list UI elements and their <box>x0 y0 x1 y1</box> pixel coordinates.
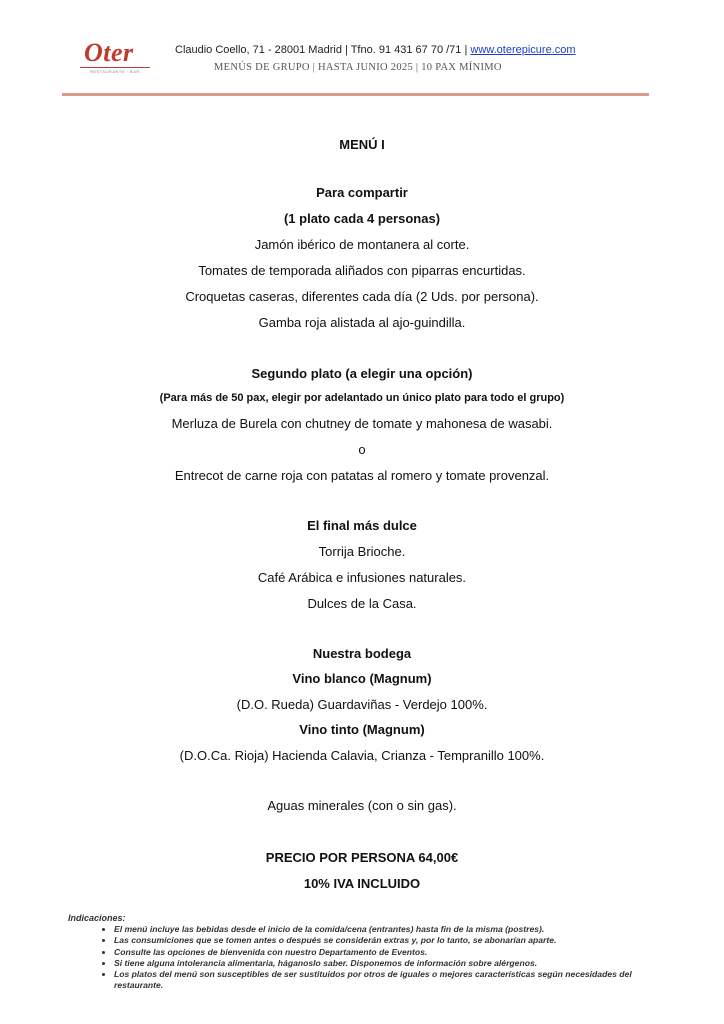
menu-title: MENÚ I <box>339 137 385 152</box>
note-item: • Los platos del menú son susceptibles de ser sustituidos por otros de iguales o mejores características según necesidades del restaurante. <box>114 969 668 992</box>
wine-section-title: Nuestra bodega <box>312 646 412 661</box>
second-course-title: Segundo plato (a elegir una opción) <box>251 366 473 381</box>
logo-underline <box>80 67 150 68</box>
price-per-person: PRECIO POR PERSONA 64,00€ <box>265 850 459 865</box>
second-course-or: o <box>358 442 366 457</box>
share-item: Tomates de temporada aliñados con piparras encurtidas. <box>198 263 526 278</box>
share-section-note: (1 plato cada 4 personas) <box>283 211 441 226</box>
white-wine-title: Vino blanco (Magnum) <box>292 671 432 686</box>
header-address: Claudio Coello, 71 - 28001 Madrid | Tfno. 91 431 67 70 /71 | <box>175 44 468 56</box>
header-subtitle: MENÚS DE GRUPO | HASTA JUNIO 2025 | 10 PAX MÍNIMO <box>214 62 502 73</box>
share-item: Gamba roja alistada al ajo-guindilla. <box>258 315 466 330</box>
note-item: • Las consumiciones que se tomen antes o después se considerán extras y, por lo tanto, se abonarían aparte. <box>114 935 668 946</box>
dessert-item: Torrija Brioche. <box>318 544 406 559</box>
second-course-note: (Para más de 50 pax, elegir por adelantado un único plato para todo el grupo) <box>159 392 565 404</box>
website-link[interactable]: www.oterepicure.com <box>470 44 576 56</box>
header-contact <box>175 44 576 56</box>
dessert-title: El final más dulce <box>307 518 417 533</box>
notes-section <box>68 913 668 992</box>
notes-list <box>68 924 668 992</box>
share-item: Jamón ibérico de montanera al corte. <box>254 237 470 252</box>
red-wine-title: Vino tinto (Magnum) <box>299 722 425 737</box>
red-wine: (D.O.Ca. Rioja) Hacienda Calavia, Crianza - Tempranillo 100%. <box>179 748 545 763</box>
white-wine: (D.O. Rueda) Guardaviñas - Verdejo 100%. <box>236 697 488 712</box>
dessert-item: Café Arábica e infusiones naturales. <box>257 570 467 585</box>
vat-included: 10% IVA INCLUIDO <box>303 876 421 891</box>
dessert-item: Dulces de la Casa. <box>307 596 417 611</box>
share-section-title: Para compartir <box>316 185 408 200</box>
water-item: Aguas minerales (con o sin gas). <box>267 798 457 813</box>
second-course-option: Entrecot de carne roja con patatas al romero y tomate provenzal. <box>174 468 550 483</box>
logo-tagline: RESTAURANTE · BAR <box>90 69 140 74</box>
note-item: • Consulte las opciones de bienvenida con nuestro Departamento de Eventos. <box>114 947 668 958</box>
note-item: • El menú incluye las bebidas desde el inicio de la comida/cena (entrantes) hasta fin de la misma (postres). <box>114 924 668 935</box>
restaurant-logo <box>80 38 152 78</box>
logo-wordmark: Oter <box>84 38 134 67</box>
header-divider <box>62 93 649 96</box>
note-item: • Si tiene alguna intolerancia alimentaria, háganoslo saber. Disponemos de información sobre alérgenos. <box>114 958 668 969</box>
notes-title: Indicaciones: <box>68 913 126 923</box>
second-course-option: Merluza de Burela con chutney de tomate y mahonesa de wasabi. <box>171 416 553 431</box>
share-item: Croquetas caseras, diferentes cada día (2 Uds. por persona). <box>185 289 539 304</box>
